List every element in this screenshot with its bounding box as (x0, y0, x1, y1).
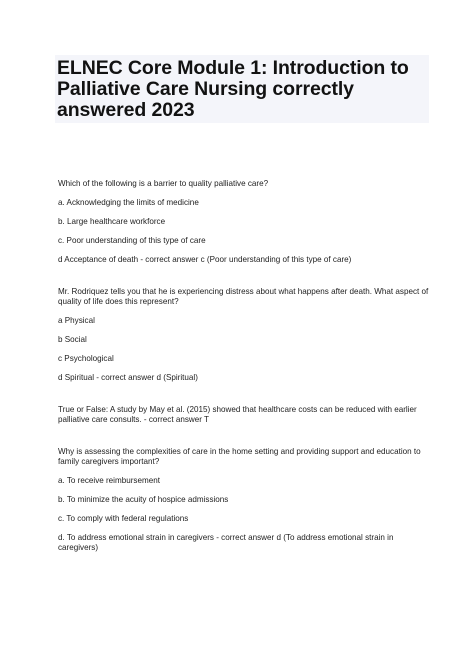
document-title: ELNEC Core Module 1: Introduction to Palliative Care Nursing correctly answered 2023 (57, 57, 409, 121)
answer-option: b. Large healthcare workforce (58, 217, 166, 226)
answer-option: a. Acknowledging the limits of medicine (58, 198, 199, 207)
question-3 (58, 405, 430, 425)
question-text: Mr. Rodriquez tells you that he is experiencing distress about what happens after death. What aspect of quality of life does this represent? (58, 287, 429, 306)
answer-option: b. To minimize the acuity of hospice admissions (58, 495, 229, 504)
answer-option: c. Poor understanding of this type of care (58, 236, 206, 245)
answer-option: c Psychological (58, 354, 114, 363)
question-1 (58, 179, 430, 265)
answer-option: d. To address emotional strain in caregivers - correct answer d (To address emotional strain in caregivers) (58, 533, 394, 552)
answer-option: c. To comply with federal regulations (58, 514, 189, 523)
answer-option: b Social (58, 335, 87, 344)
question-text: Why is assessing the complexities of care in the home setting and providing support and education to family caregivers important? (58, 447, 421, 466)
answer-option: d Acceptance of death - correct answer c (Poor understanding of this type of care) (58, 255, 352, 264)
document-body (58, 179, 430, 575)
answer-option: d Spiritual - correct answer d (Spiritual) (58, 373, 198, 382)
answer-option: a Physical (58, 316, 95, 325)
answer-option: a. To receive reimbursement (58, 476, 160, 485)
question-2 (58, 287, 430, 383)
question-4 (58, 447, 430, 553)
question-text: True or False: A study by May et al. (2015) showed that healthcare costs can be reduced with earlier palliative care consults. - correct answer T (58, 405, 417, 424)
question-text: Which of the following is a barrier to quality palliative care? (58, 179, 269, 188)
